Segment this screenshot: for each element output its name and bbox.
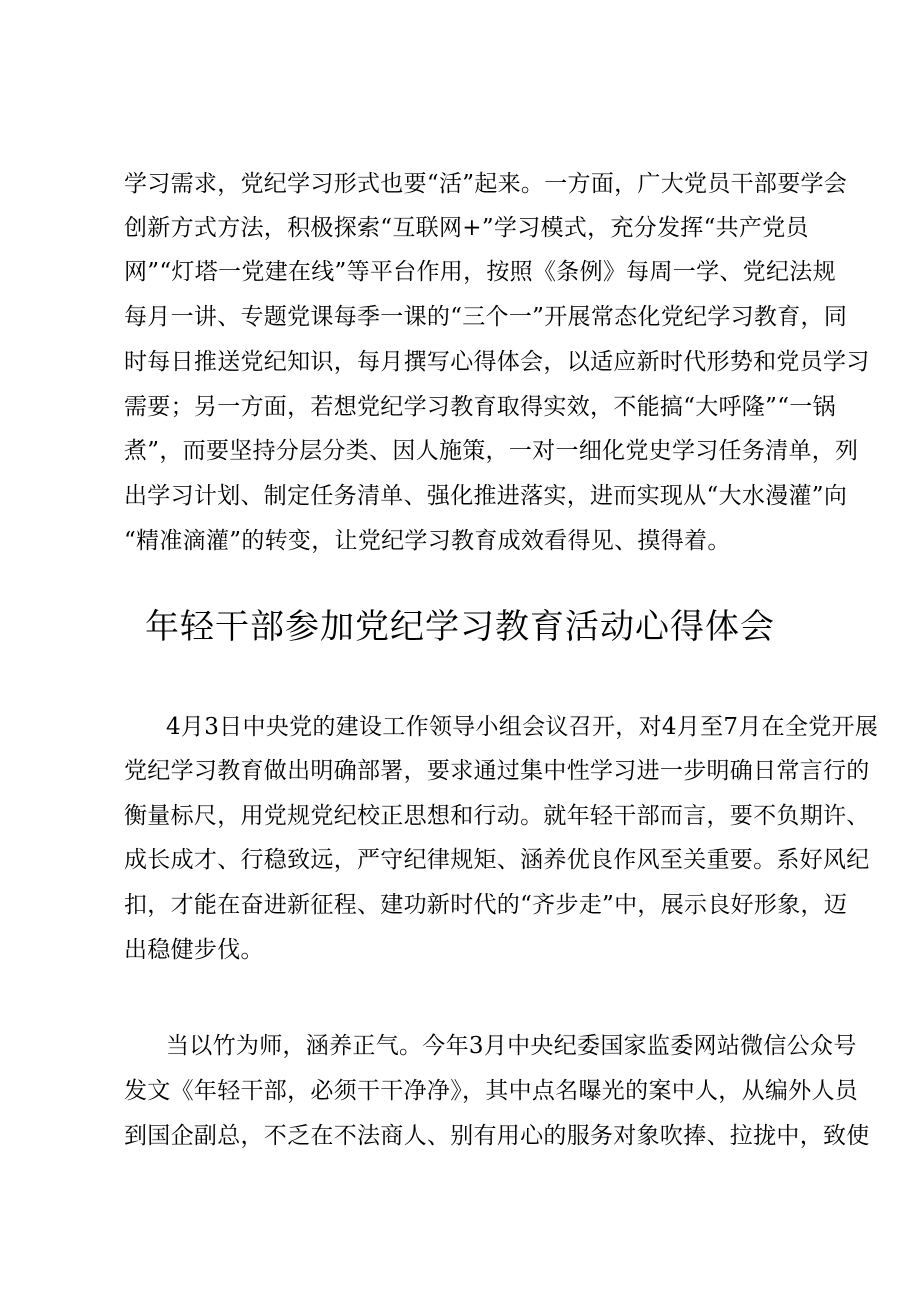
text-line: 煮”，而要坚持分层分类、因人施策，一对一细化党史学习任务清单，列	[124, 438, 859, 464]
text-line: 成长成才、行稳致远，严守纪律规矩、涵养优良作风至关重要。系好风纪	[124, 847, 870, 873]
text-line: 4月3日中央党的建设工作领导小组会议召开，对4月至7月在全党开展	[166, 714, 879, 740]
text-line: 网”“灯塔一党建在线”等平台作用，按照《条例》每周一学、党纪法规	[124, 259, 836, 285]
text-line: 学习需求，党纪学习形式也要“活”起来。一方面，广大党员干部要学会	[124, 171, 848, 197]
text-line: 出稳健步伐。	[124, 937, 264, 963]
text-line: “精准滴灌”的转变，让党纪学习教育成效看得见、摸得着。	[124, 528, 731, 554]
text-line: 需要；另一方面，若想党纪学习教育取得实效，不能搞“大呼隆”“一锅	[124, 394, 836, 420]
text-line: 扣，才能在奋进新征程、建功新时代的“齐步走”中，展示良好形象，迈	[124, 892, 848, 918]
text-line: 衡量标尺，用党规党纪校正思想和行动。就年轻干部而言，要不负期许、	[124, 803, 870, 829]
document-title: 年轻干部参加党纪学习教育活动心得体会	[145, 607, 775, 647]
text-line: 发文《年轻干部，必须干干净净》，其中点名曝光的案中人，从编外人员	[124, 1078, 859, 1104]
text-line: 每月一讲、专题党课每季一课的“三个一”开展常态化党纪学习教育，同	[124, 304, 848, 330]
text-line: 时每日推送党纪知识，每月撰写心得体会，以适应新时代形势和党员学习	[124, 349, 870, 375]
text-line: 当以竹为师，涵养正气。今年3月中央纪委国家监委网站微信公众号	[166, 1033, 857, 1059]
text-line: 创新方式方法，积极探索“互联网+”学习模式，充分发挥“共产党员	[124, 215, 809, 241]
text-line: 出学习计划、制定任务清单、强化推进落实，进而实现从“大水漫灌”向	[124, 483, 848, 509]
text-line: 到国企副总，不乏在不法商人、别有用心的服务对象吹捧、拉拢中，致使	[124, 1123, 870, 1149]
text-line: 党纪学习教育做出明确部署，要求通过集中性学习进一步明确日常言行的	[124, 758, 870, 784]
